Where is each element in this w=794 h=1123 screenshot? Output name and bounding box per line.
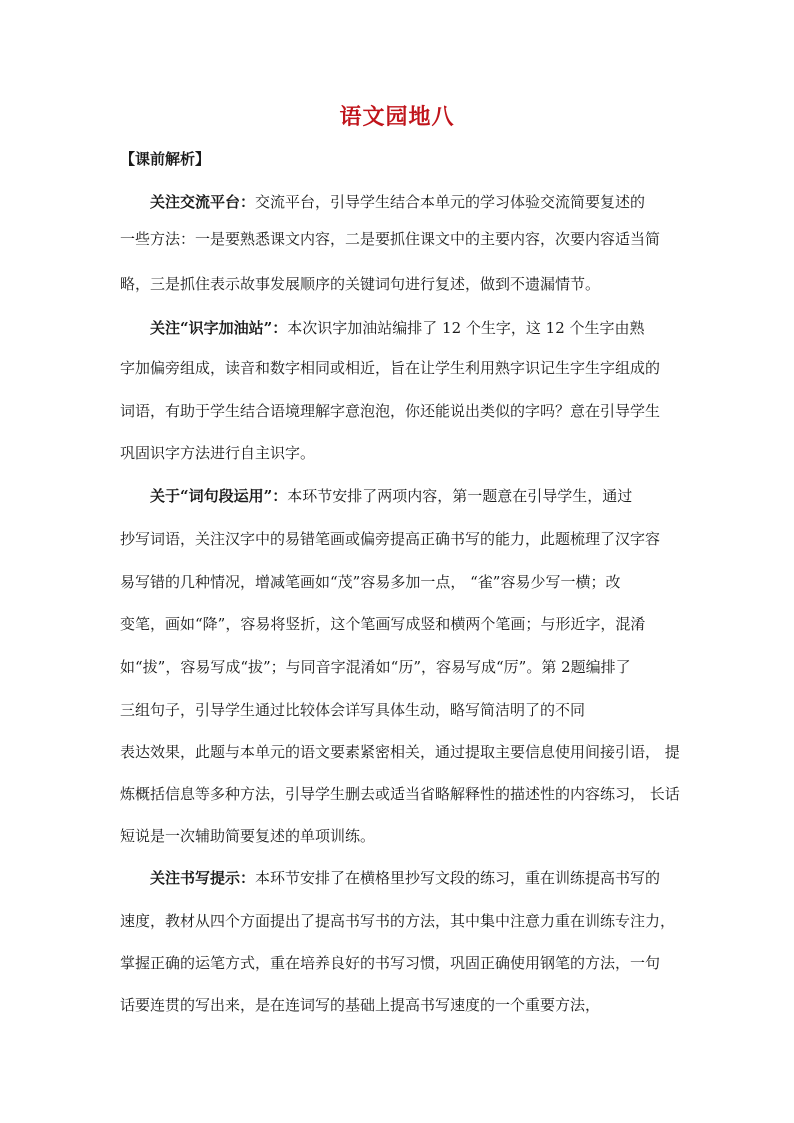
paragraph-line: 话要连贯的写出来，是在连词写的基础上提高书写速度的一个重要方法， xyxy=(120,996,601,1014)
paragraph-line: 词语，有助于学生结合语境理解字意泡泡，你还能说出类似的字吗？意在引导学生 xyxy=(120,402,661,420)
section-label: 【课前解析】 xyxy=(120,150,211,168)
paragraph-line: 巩固识字方法进行自主识字。 xyxy=(120,444,316,462)
paragraph-line: 易写错的几种情况，增减笔画如“茂”容易多加一点， “雀”容易少写一横；改 xyxy=(120,573,621,591)
paragraph-line xyxy=(150,868,660,888)
paragraph-line: 变笔，画如“降”，容易将竖折，这个笔画写成竖和横两个笔画；与形近字，混淆 xyxy=(120,615,646,633)
paragraph-line xyxy=(150,318,645,338)
paragraph-heading: 关注“识字加油站”： xyxy=(150,319,288,337)
paragraph-text: 本环节安排了在横格里抄写文段的练习，重在训练提高书写的 xyxy=(255,869,661,887)
paragraph-text: 本环节安排了两项内容，第一题意在引导学生，通过 xyxy=(287,487,633,505)
paragraph-line: 略，三是抓住表示故事发展顺序的关键词句进行复述，做到不遗漏情节。 xyxy=(120,275,601,293)
paragraph-text: 本次识字加油站编排了 12 个生字，这 12 个生字由熟 xyxy=(287,319,645,337)
paragraph-line: 短说是一次辅助简要复述的单项训练。 xyxy=(120,827,376,845)
paragraph-line: 掌握正确的运笔方式，重在培养良好的书写习惯，巩固正确使用钢笔的方法，一句 xyxy=(120,954,661,972)
paragraph-line: 如“拔”，容易写成“拔”；与同音字混淆如“历”，容易写成“厉”。第 2题编排了 xyxy=(120,658,631,676)
paragraph-heading: 关注交流平台： xyxy=(150,193,256,211)
paragraph-line: 抄写词语，关注汉字中的易错笔画或偏旁提高正确书写的能力，此题梳理了汉字容 xyxy=(120,530,661,548)
paragraph-heading: 关注书写提示： xyxy=(150,869,256,887)
page-title: 语文园地八 xyxy=(339,104,455,130)
paragraph-line: 炼概括信息等多种方法，引导学生删去或适当省略解释性的描述性的内容练习， 长话 xyxy=(120,785,680,803)
paragraph-heading: 关于“词句段运用”： xyxy=(150,487,288,505)
paragraph-line: 一些方法：一是要熟悉课文内容，二是要抓住课文中的主要内容，次要内容适当简 xyxy=(120,230,661,248)
paragraph-line: 字加偏旁组成，读音和数字相同或相近，旨在让学生利用熟字识记生字生字组成的 xyxy=(120,359,661,377)
paragraph-line: 表达效果，此题与本单元的语文要素紧密相关，通过提取主要信息使用间接引语， 提 xyxy=(120,743,680,761)
paragraph-line: 速度，教材从四个方面提出了提高书写书的方法，其中集中注意力重在训练专注力， xyxy=(120,912,676,930)
paragraph-line xyxy=(150,192,645,212)
paragraph-text: 交流平台，引导学生结合本单元的学习体验交流简要复述的 xyxy=(255,193,646,211)
paragraph-line: 三组句子，引导学生通过比较体会详写具体生动，略写简洁明了的不同 xyxy=(120,701,586,719)
paragraph-line xyxy=(150,486,632,506)
